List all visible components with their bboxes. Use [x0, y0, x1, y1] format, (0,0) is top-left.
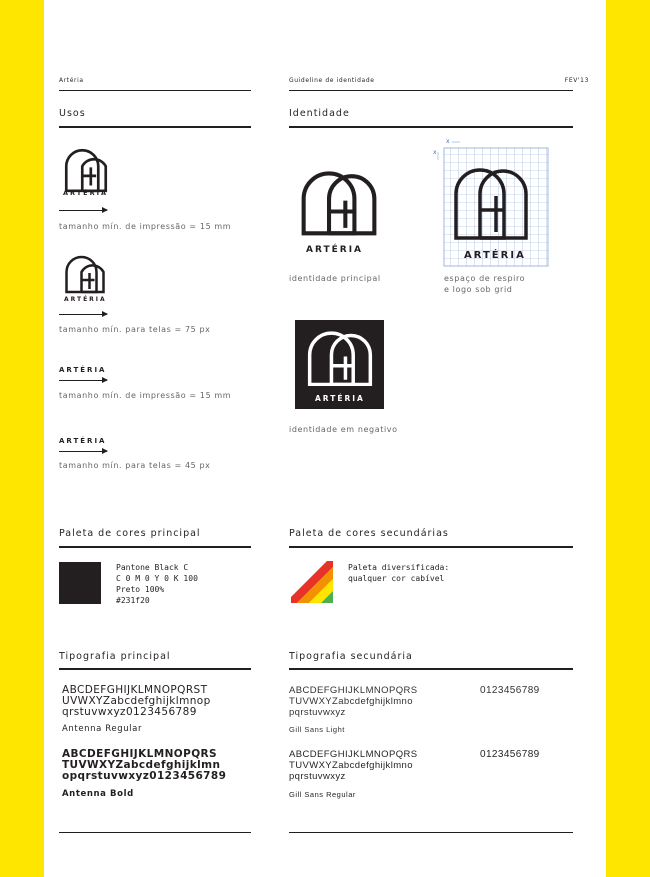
- specimen-line: ABCDEFGHIJKLMNOPQRS: [289, 685, 418, 696]
- antenna-bold-specimen: [62, 749, 226, 782]
- specimen-line: qrstuvwxyz0123456789: [62, 706, 197, 718]
- negative-logo-box: [295, 320, 384, 409]
- size-arrow: [59, 451, 107, 452]
- paleta-principal-title: Paleta de cores principal: [59, 528, 201, 539]
- identidade-title: Identidade: [289, 108, 350, 119]
- logo-wordmark: ARTÉRIA: [59, 366, 107, 374]
- logo-wordmark: ARTÉRIA: [306, 245, 364, 255]
- specimen-line: opqrstuvwxyz0123456789: [62, 770, 227, 782]
- usos-caption-1: tamanho mín. de impressão = 15 mm: [59, 222, 232, 231]
- header-rule-right: [289, 90, 573, 91]
- logo-mark-icon: [62, 254, 108, 294]
- paleta-principal-rule: [59, 546, 251, 548]
- specimen-line: ABCDEFGHIJKLMNOPQRST: [62, 684, 208, 696]
- antenna-regular-specimen: [62, 685, 211, 718]
- spec-line: C 0 M 0 Y 0 K 100: [116, 574, 198, 583]
- identidade-rule: [289, 126, 573, 128]
- right-yellow-band: [606, 0, 650, 877]
- logo-wordmark: ARTÉRIA: [63, 189, 109, 197]
- specimen-line: TUVWXYZabcdefghijklmno: [289, 760, 413, 771]
- note-line: qualquer cor cabível: [348, 574, 445, 583]
- font-name-gill-light: Gill Sans Light: [289, 725, 345, 734]
- tipografia-secundaria-title: Tipografia secundária: [289, 651, 413, 662]
- usos-caption-3: tamanho mín. de impressão = 15 mm: [59, 391, 232, 400]
- specimen-line: pqrstuvwxyz: [289, 771, 346, 782]
- document-title: Guideline de identidade: [289, 77, 375, 84]
- logo-mark-icon: [62, 146, 110, 194]
- paleta-secundaria-rule: [289, 546, 573, 548]
- grid-marker: x: [433, 149, 437, 156]
- size-arrow: [59, 314, 107, 315]
- usos-caption-4: tamanho mín. para telas = 45 px: [59, 461, 211, 470]
- identidade-principal-caption: identidade principal: [289, 274, 381, 283]
- font-name-antenna-bold: Antenna Bold: [62, 789, 134, 799]
- specimen-line: ABCDEFGHIJKLMNOPQRS: [289, 749, 418, 760]
- logo-wordmark: ARTÉRIA: [315, 394, 365, 403]
- gill-sans-light-digits: 0123456789: [480, 685, 540, 696]
- usos-caption-2: tamanho mín. para telas = 75 px: [59, 325, 211, 334]
- grid-caption-line-2: e logo sob grid: [444, 285, 513, 294]
- logo-mark-icon: [305, 330, 375, 386]
- tipografia-secundaria-rule: [289, 668, 573, 670]
- gill-sans-regular-digits: 0123456789: [480, 749, 540, 760]
- logo-wordmark: ARTÉRIA: [59, 437, 107, 445]
- header-rule-left: [59, 90, 251, 91]
- secondary-palette-note: [348, 562, 449, 584]
- footer-rule-right: [289, 832, 573, 833]
- specimen-line: UVWXYZabcdefghijklmnop: [62, 695, 211, 707]
- paleta-secundaria-title: Paleta de cores secundárias: [289, 528, 449, 539]
- spec-line: Preto 100%: [116, 585, 165, 594]
- grid-marker: x: [446, 138, 450, 145]
- brand-label: Artéria: [59, 77, 84, 84]
- font-name-gill-regular: Gill Sans Regular: [289, 790, 356, 799]
- note-line: Paleta diversificada:: [348, 563, 450, 572]
- identidade-negativo-caption: identidade em negativo: [289, 425, 398, 434]
- tipografia-principal-rule: [59, 668, 251, 670]
- spec-line: Pantone Black C: [116, 563, 189, 572]
- logo-mark-icon: [298, 168, 380, 236]
- document-date: FEV'13: [564, 77, 589, 84]
- grid-caption-line-1: espaço de respiro: [444, 274, 526, 283]
- font-name-antenna-regular: Antenna Regular: [62, 724, 143, 734]
- specimen-line: pqrstuvwxyz: [289, 707, 346, 718]
- logo-wordmark: ARTÉRIA: [464, 250, 526, 261]
- spec-line: #231f20: [116, 596, 150, 605]
- rainbow-swatch: [291, 561, 333, 603]
- gill-sans-light-specimen: [289, 685, 417, 718]
- tipografia-principal-title: Tipografia principal: [59, 651, 171, 662]
- size-arrow: [59, 210, 107, 211]
- pantone-spec: [116, 562, 198, 606]
- specimen-line: TUVWXYZabcdefghijklmn: [62, 759, 221, 771]
- logo-grid-diagram: [434, 138, 554, 270]
- logo-wordmark: ARTÉRIA: [64, 296, 107, 303]
- size-arrow: [59, 380, 107, 381]
- footer-rule-left: [59, 832, 251, 833]
- usos-title: Usos: [59, 108, 86, 119]
- gill-sans-regular-specimen: [289, 749, 417, 782]
- usos-rule: [59, 126, 251, 128]
- left-yellow-band: [0, 0, 44, 877]
- specimen-line: ABCDEFGHIJKLMNOPQRS: [62, 748, 217, 760]
- black-color-swatch: [59, 562, 101, 604]
- specimen-line: TUVWXYZabcdefghijklmno: [289, 696, 413, 707]
